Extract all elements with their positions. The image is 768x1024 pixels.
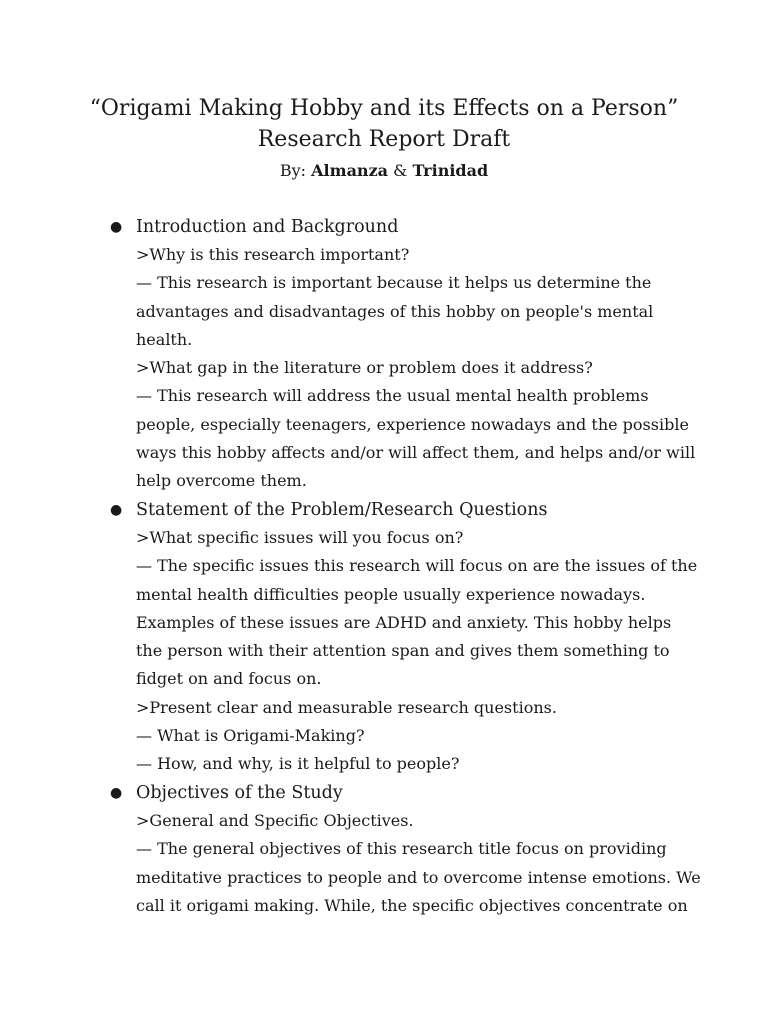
body-line: Examples of these issues are ADHD and anxiety. This hobby helps bbox=[136, 612, 672, 632]
byline-separator: & bbox=[388, 161, 413, 180]
section-heading: Objectives of the Study bbox=[136, 783, 343, 803]
section-heading: Introduction and Background bbox=[136, 217, 399, 237]
body-line: mental health difficulties people usually experience nowadays. bbox=[136, 584, 646, 604]
byline bbox=[0, 160, 768, 182]
section-introduction bbox=[110, 213, 710, 496]
body-line: call it origami making. While, the specific objectives concentrate on bbox=[136, 895, 688, 915]
author-name: Almanza bbox=[311, 161, 389, 180]
section-problem-statement bbox=[110, 496, 710, 779]
body-line: — The specific issues this research will focus on are the issues of the bbox=[136, 556, 698, 576]
body-line: — The general objectives of this research title focus on providing bbox=[136, 839, 667, 859]
document-title-line-2: Research Report Draft bbox=[257, 127, 511, 152]
body-line: fidget on and focus on. bbox=[136, 669, 322, 689]
body-line: — What is Origami-Making? bbox=[136, 726, 365, 746]
body-line: — How, and why, is it helpful to people? bbox=[136, 754, 460, 774]
body-line: >Present clear and measurable research questions. bbox=[136, 697, 557, 717]
author-name: Trinidad bbox=[412, 161, 489, 180]
body-line: advantages and disadvantages of this hobby on people's mental bbox=[136, 301, 654, 321]
body-line: health. bbox=[136, 329, 193, 349]
body-line: >What gap in the literature or problem does it address? bbox=[136, 358, 593, 378]
body-line: — This research is important because it helps us determine the bbox=[136, 273, 652, 293]
body-line: people, especially teenagers, experience nowadays and the possible bbox=[136, 414, 689, 434]
byline-prefix: By: bbox=[279, 161, 312, 180]
body-line: ways this hobby affects and/or will affect them, and helps and/or will bbox=[136, 443, 696, 463]
bullet-icon: ● bbox=[110, 219, 123, 235]
body-line: meditative practices to people and to overcome intense emotions. We bbox=[136, 867, 701, 887]
bullet-icon: ● bbox=[110, 785, 123, 801]
body-line: the person with their attention span and gives them something to bbox=[136, 641, 670, 661]
body-line: >Why is this research important? bbox=[136, 245, 410, 264]
bullet-icon: ● bbox=[110, 502, 123, 518]
body-line: help overcome them. bbox=[136, 471, 307, 491]
section-objectives bbox=[110, 779, 710, 920]
section-heading: Statement of the Problem/Research Questions bbox=[136, 500, 548, 520]
body-line: >What specific issues will you focus on? bbox=[136, 528, 464, 547]
body-line: — This research will address the usual mental health problems bbox=[136, 386, 649, 406]
body-line: >General and Specific Objectives. bbox=[136, 811, 414, 830]
document-title-line-1: “Origami Making Hobby and its Effects on a Person” bbox=[89, 96, 679, 121]
